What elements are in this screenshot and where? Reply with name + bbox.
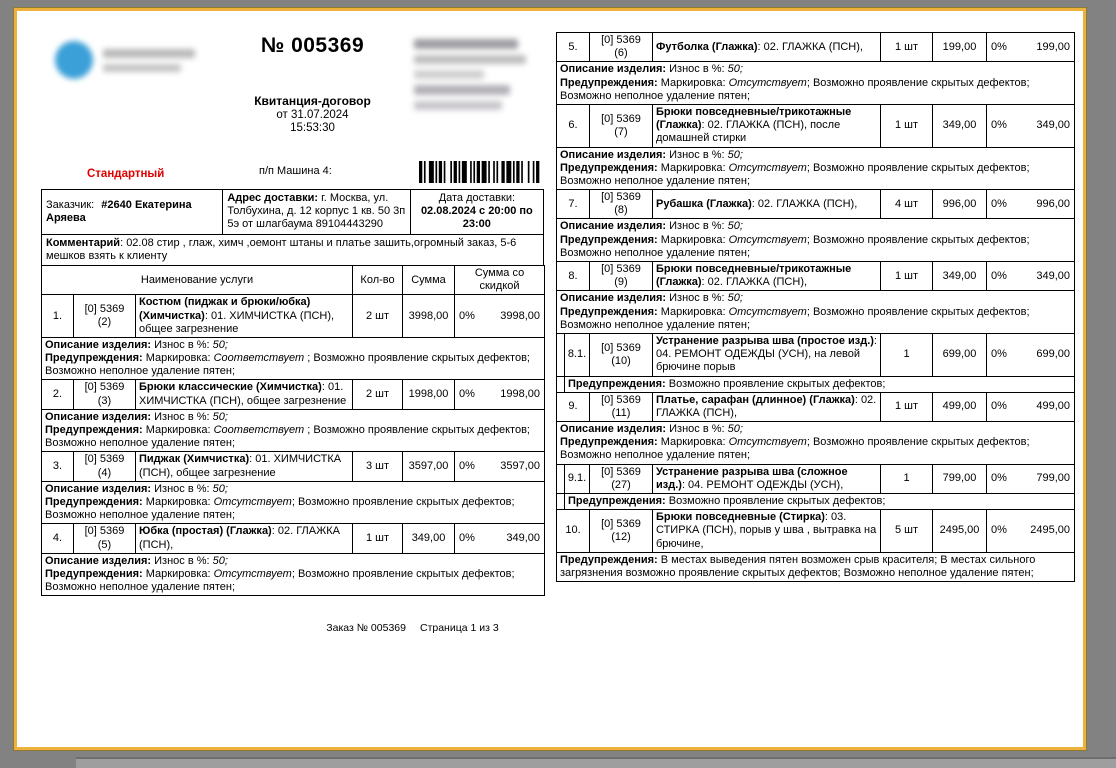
item-discount-total bbox=[455, 380, 545, 409]
service-row bbox=[557, 510, 1075, 553]
indent-cell bbox=[557, 376, 565, 392]
item-sum: 349,00 bbox=[933, 104, 987, 147]
item-number: 4. bbox=[42, 524, 74, 553]
service-row bbox=[42, 295, 545, 338]
customer-name: #2640 Екатерина Аряева bbox=[46, 198, 192, 224]
page-content bbox=[17, 11, 1083, 747]
item-discount-total bbox=[987, 333, 1075, 376]
item-total: 349,00 bbox=[1036, 119, 1070, 132]
services-table-left bbox=[41, 265, 545, 596]
item-description: Устранение разрыва шва (сложное изд.): 04. РЕМОНТ ОДЕЖДЫ (УСН), bbox=[653, 464, 881, 493]
item-detail: Предупреждения: Возможно проявление скрытых дефектов; bbox=[565, 494, 1075, 510]
item-discount-total bbox=[987, 104, 1075, 147]
delivery-value: 02.08.2024 с 20:00 по 23:00 bbox=[420, 205, 533, 231]
item-total: 199,00 bbox=[1036, 40, 1070, 53]
item-code: [0] 5369 (9) bbox=[590, 262, 653, 291]
item-number: 8.1. bbox=[565, 333, 590, 376]
item-number: 8. bbox=[557, 262, 590, 291]
service-row bbox=[557, 33, 1075, 62]
document-date: от 31.07.2024 bbox=[276, 108, 349, 121]
delivery-cell bbox=[410, 190, 543, 235]
item-qty: 1 bbox=[881, 464, 933, 493]
service-row bbox=[557, 464, 1075, 493]
address-cell bbox=[223, 190, 410, 235]
item-description: Пиджак (Химчистка): 01. ХИМЧИСТКА (ПСН), общее загрезнение bbox=[136, 452, 353, 481]
service-row bbox=[557, 104, 1075, 147]
service-row bbox=[557, 262, 1075, 291]
services-table-right bbox=[556, 32, 1075, 582]
company-logo-blurred bbox=[41, 41, 211, 79]
item-qty: 3 шт bbox=[353, 452, 403, 481]
item-qty: 2 шт bbox=[353, 380, 403, 409]
item-code: [0] 5369 (8) bbox=[590, 190, 653, 219]
indent-cell bbox=[557, 464, 565, 493]
delivery-label: Дата доставки: bbox=[438, 192, 516, 204]
item-total: 349,00 bbox=[506, 531, 541, 544]
item-discount-total bbox=[987, 392, 1075, 421]
item-discount-total bbox=[987, 190, 1075, 219]
item-sum: 2495,00 bbox=[933, 510, 987, 553]
item-code: [0] 5369 (12) bbox=[590, 510, 653, 553]
col-header-service: Наименование услуги bbox=[42, 265, 353, 294]
item-code: [0] 5369 (27) bbox=[590, 464, 653, 493]
item-discount-total bbox=[455, 452, 545, 481]
item-discount: 0% bbox=[991, 524, 1007, 537]
service-row bbox=[42, 524, 545, 553]
item-discount: 0% bbox=[991, 348, 1007, 361]
item-sum: 699,00 bbox=[933, 333, 987, 376]
item-discount: 0% bbox=[459, 459, 475, 472]
item-detail: Описание изделия: Износ в %: 50; Предупреждения: Маркировка: Отсутствует; Возможно проявление скрытых дефектов; Возможно неполное удаление пятен; bbox=[557, 62, 1075, 105]
item-total: 799,00 bbox=[1036, 472, 1070, 485]
item-description: Платье, сарафан (длинное) (Глажка): 02. ГЛАЖКА (ПСН), bbox=[653, 392, 881, 421]
service-detail-row bbox=[557, 494, 1075, 510]
item-discount-total bbox=[987, 464, 1075, 493]
item-description: Брюки повседневные/трикотажные (Глажка): 02. ГЛАЖКА (ПСН), после домашней стирки bbox=[653, 104, 881, 147]
item-number: 9. bbox=[557, 392, 590, 421]
right-column bbox=[556, 25, 1074, 747]
item-number: 10. bbox=[557, 510, 590, 553]
item-detail: Описание изделия: Износ в %: 50; Предупреждения: Маркировка: Соответствует ; Возможно проявление скрытых дефектов; Возможно неполное удаление пятен; bbox=[42, 337, 545, 380]
service-row bbox=[557, 392, 1075, 421]
item-sum: 3998,00 bbox=[403, 295, 455, 338]
item-detail: Описание изделия: Износ в %: 50; Предупреждения: Маркировка: Отсутствует; Возможно проявление скрытых дефектов; Возможно неполное удаление пятен; bbox=[557, 422, 1075, 465]
document-type: Квитанция-договор bbox=[254, 94, 371, 109]
item-description: Рубашка (Глажка): 02. ГЛАЖКА (ПСН), bbox=[653, 190, 881, 219]
item-discount-total bbox=[987, 510, 1075, 553]
item-detail: Описание изделия: Износ в %: 50; Предупреждения: Маркировка: Отсутствует; Возможно проявление скрытых дефектов; Возможно неполное удаление пятен; bbox=[42, 481, 545, 524]
item-detail: Описание изделия: Износ в %: 50; Предупреждения: Маркировка: Соответствует ; Возможно проявление скрытых дефектов; Возможно неполное удаление пятен; bbox=[42, 409, 545, 452]
item-code: [0] 5369 (4) bbox=[74, 452, 136, 481]
left-column bbox=[41, 25, 544, 747]
indent-cell bbox=[557, 494, 565, 510]
page-footer bbox=[41, 622, 544, 635]
next-page-edge bbox=[76, 757, 1116, 768]
item-number: 2. bbox=[42, 380, 74, 409]
item-sum: 1998,00 bbox=[403, 380, 455, 409]
service-detail-row bbox=[557, 422, 1075, 465]
item-discount: 0% bbox=[991, 40, 1007, 53]
service-row bbox=[557, 190, 1075, 219]
item-description: Футболка (Глажка): 02. ГЛАЖКА (ПСН), bbox=[653, 33, 881, 62]
services-header-row bbox=[42, 265, 545, 294]
receipt-title-block bbox=[211, 25, 414, 163]
customer-cell bbox=[42, 190, 223, 235]
service-detail-row bbox=[42, 553, 545, 596]
item-description: Костюм (пиджак и брюки/юбка) (Химчистка): 01. ХИМЧИСТКА (ПСН), общее загрезнение bbox=[136, 295, 353, 338]
item-total: 349,00 bbox=[1036, 269, 1070, 282]
item-total: 1998,00 bbox=[500, 388, 541, 401]
item-sum: 199,00 bbox=[933, 33, 987, 62]
item-total: 996,00 bbox=[1036, 197, 1070, 210]
item-qty: 5 шт bbox=[881, 510, 933, 553]
footer-page: Страница 1 из 3 bbox=[419, 622, 499, 635]
item-qty: 1 шт bbox=[881, 104, 933, 147]
item-discount: 0% bbox=[459, 388, 475, 401]
item-number: 3. bbox=[42, 452, 74, 481]
item-code: [0] 5369 (10) bbox=[590, 333, 653, 376]
document-time: 15:53:30 bbox=[290, 122, 335, 135]
item-discount: 0% bbox=[459, 531, 475, 544]
item-number: 1. bbox=[42, 295, 74, 338]
tariff-label: Стандартный bbox=[87, 168, 165, 180]
item-discount: 0% bbox=[991, 119, 1007, 132]
service-detail-row bbox=[557, 552, 1075, 581]
item-code: [0] 5369 (7) bbox=[590, 104, 653, 147]
item-sum: 349,00 bbox=[403, 524, 455, 553]
item-qty: 1 шт bbox=[881, 33, 933, 62]
comment-value: : 02.08 стир , глаж, химч ,оемонт штаны и платье зашить,огромный заказ, 5-6 мешков взять к клиенту bbox=[46, 236, 517, 262]
item-discount: 0% bbox=[991, 269, 1007, 282]
service-row bbox=[557, 333, 1075, 376]
item-total: 3998,00 bbox=[500, 309, 541, 322]
footer-order: Заказ № 005369 bbox=[326, 622, 406, 635]
tariff-band bbox=[41, 163, 544, 189]
item-detail: Описание изделия: Износ в %: 50; Предупреждения: Маркировка: Отсутствует; Возможно проявление скрытых дефектов; Возможно неполное удаление пятен; bbox=[42, 553, 545, 596]
logo-circle-icon bbox=[55, 41, 93, 79]
item-number: 7. bbox=[557, 190, 590, 219]
item-code: [0] 5369 (5) bbox=[74, 524, 136, 553]
machine-label: п/п Машина 4: bbox=[259, 165, 332, 177]
col-header-sum-disc: Сумма со скидкой bbox=[455, 265, 545, 294]
service-detail-row bbox=[42, 337, 545, 380]
item-total: 2495,00 bbox=[1030, 524, 1070, 537]
sender-info-blurred bbox=[414, 25, 544, 163]
item-qty: 1 шт bbox=[353, 524, 403, 553]
item-discount: 0% bbox=[991, 197, 1007, 210]
document-page bbox=[14, 8, 1086, 750]
item-code: [0] 5369 (2) bbox=[74, 295, 136, 338]
item-discount-total bbox=[987, 262, 1075, 291]
item-description: Брюки повседневные/трикотажные (Глажка): 02. ГЛАЖКА (ПСН), bbox=[653, 262, 881, 291]
client-info-table bbox=[41, 189, 544, 266]
comment-label: Комментарий bbox=[46, 236, 121, 249]
item-discount: 0% bbox=[991, 400, 1007, 413]
item-detail: Предупреждения: В местах выведения пятен возможен срыв красителя; В местах сильного загрязнения возможно проявление скрытых дефектов; Возможно неполное удаление пятен; bbox=[557, 552, 1075, 581]
item-code: [0] 5369 (11) bbox=[590, 392, 653, 421]
item-detail: Описание изделия: Износ в %: 50; Предупреждения: Маркировка: Отсутствует; Возможно проявление скрытых дефектов; Возможно неполное удаление пятен; bbox=[557, 291, 1075, 334]
service-detail-row bbox=[557, 62, 1075, 105]
item-detail: Описание изделия: Износ в %: 50; Предупреждения: Маркировка: Отсутствует; Возможно проявление скрытых дефектов; Возможно неполное удаление пятен; bbox=[557, 219, 1075, 262]
service-detail-row bbox=[557, 291, 1075, 334]
service-detail-row bbox=[42, 409, 545, 452]
item-total: 699,00 bbox=[1036, 348, 1070, 361]
item-discount-total bbox=[455, 524, 545, 553]
item-qty: 2 шт bbox=[353, 295, 403, 338]
order-number: № 005369 bbox=[260, 34, 365, 57]
item-description: Брюки классические (Химчистка): 01. ХИМЧИСТКА (ПСН), общее загрезнение bbox=[136, 380, 353, 409]
logo-text-blurred bbox=[103, 49, 195, 72]
col-header-qty: Кол-во bbox=[353, 265, 403, 294]
item-discount-total bbox=[455, 295, 545, 338]
item-discount: 0% bbox=[991, 472, 1007, 485]
item-code: [0] 5369 (6) bbox=[590, 33, 653, 62]
item-description: Юбка (простая) (Глажка): 02. ГЛАЖКА (ПСН), bbox=[136, 524, 353, 553]
col-header-sum: Сумма bbox=[403, 265, 455, 294]
service-row bbox=[42, 380, 545, 409]
item-discount-total bbox=[987, 33, 1075, 62]
item-sum: 799,00 bbox=[933, 464, 987, 493]
address-label: Адрес доставки: bbox=[227, 192, 319, 204]
service-detail-row bbox=[557, 219, 1075, 262]
item-qty: 4 шт bbox=[881, 190, 933, 219]
item-code: [0] 5369 (3) bbox=[74, 380, 136, 409]
item-description: Устранение разрыва шва (простое изд.): 04. РЕМОНТ ОДЕЖДЫ (УСН), на левой брючине порыв bbox=[653, 333, 881, 376]
item-number: 9.1. bbox=[565, 464, 590, 493]
customer-label: Заказчик: bbox=[46, 198, 95, 211]
item-number: 5. bbox=[557, 33, 590, 62]
item-description: Брюки повседневные (Стирка): 03. СТИРКА (ПСН), порыв у шва , вытравка на брючине, bbox=[653, 510, 881, 553]
item-sum: 349,00 bbox=[933, 262, 987, 291]
service-detail-row bbox=[557, 376, 1075, 392]
item-detail: Описание изделия: Износ в %: 50; Предупреждения: Маркировка: Отсутствует; Возможно проявление скрытых дефектов; Возможно неполное удаление пятен; bbox=[557, 147, 1075, 190]
address-value: г. Москва, ул. Толбухина, д. 12 корпус 1 кв. 50 3п 5э от шлагбаума 89104443290 bbox=[227, 192, 406, 231]
item-total: 499,00 bbox=[1036, 400, 1070, 413]
item-number: 6. bbox=[557, 104, 590, 147]
item-qty: 1 шт bbox=[881, 392, 933, 421]
comment-cell bbox=[42, 234, 544, 265]
indent-cell bbox=[557, 333, 565, 376]
service-row bbox=[42, 452, 545, 481]
item-discount: 0% bbox=[459, 309, 475, 322]
item-total: 3597,00 bbox=[500, 459, 541, 472]
item-detail: Предупреждения: Возможно проявление скрытых дефектов; bbox=[565, 376, 1075, 392]
service-detail-row bbox=[42, 481, 545, 524]
item-sum: 996,00 bbox=[933, 190, 987, 219]
item-sum: 499,00 bbox=[933, 392, 987, 421]
service-detail-row bbox=[557, 147, 1075, 190]
item-qty: 1 шт bbox=[881, 262, 933, 291]
company-logo-area bbox=[41, 25, 211, 163]
barcode bbox=[419, 161, 541, 183]
item-qty: 1 bbox=[881, 333, 933, 376]
item-sum: 3597,00 bbox=[403, 452, 455, 481]
receipt-header bbox=[41, 25, 544, 163]
